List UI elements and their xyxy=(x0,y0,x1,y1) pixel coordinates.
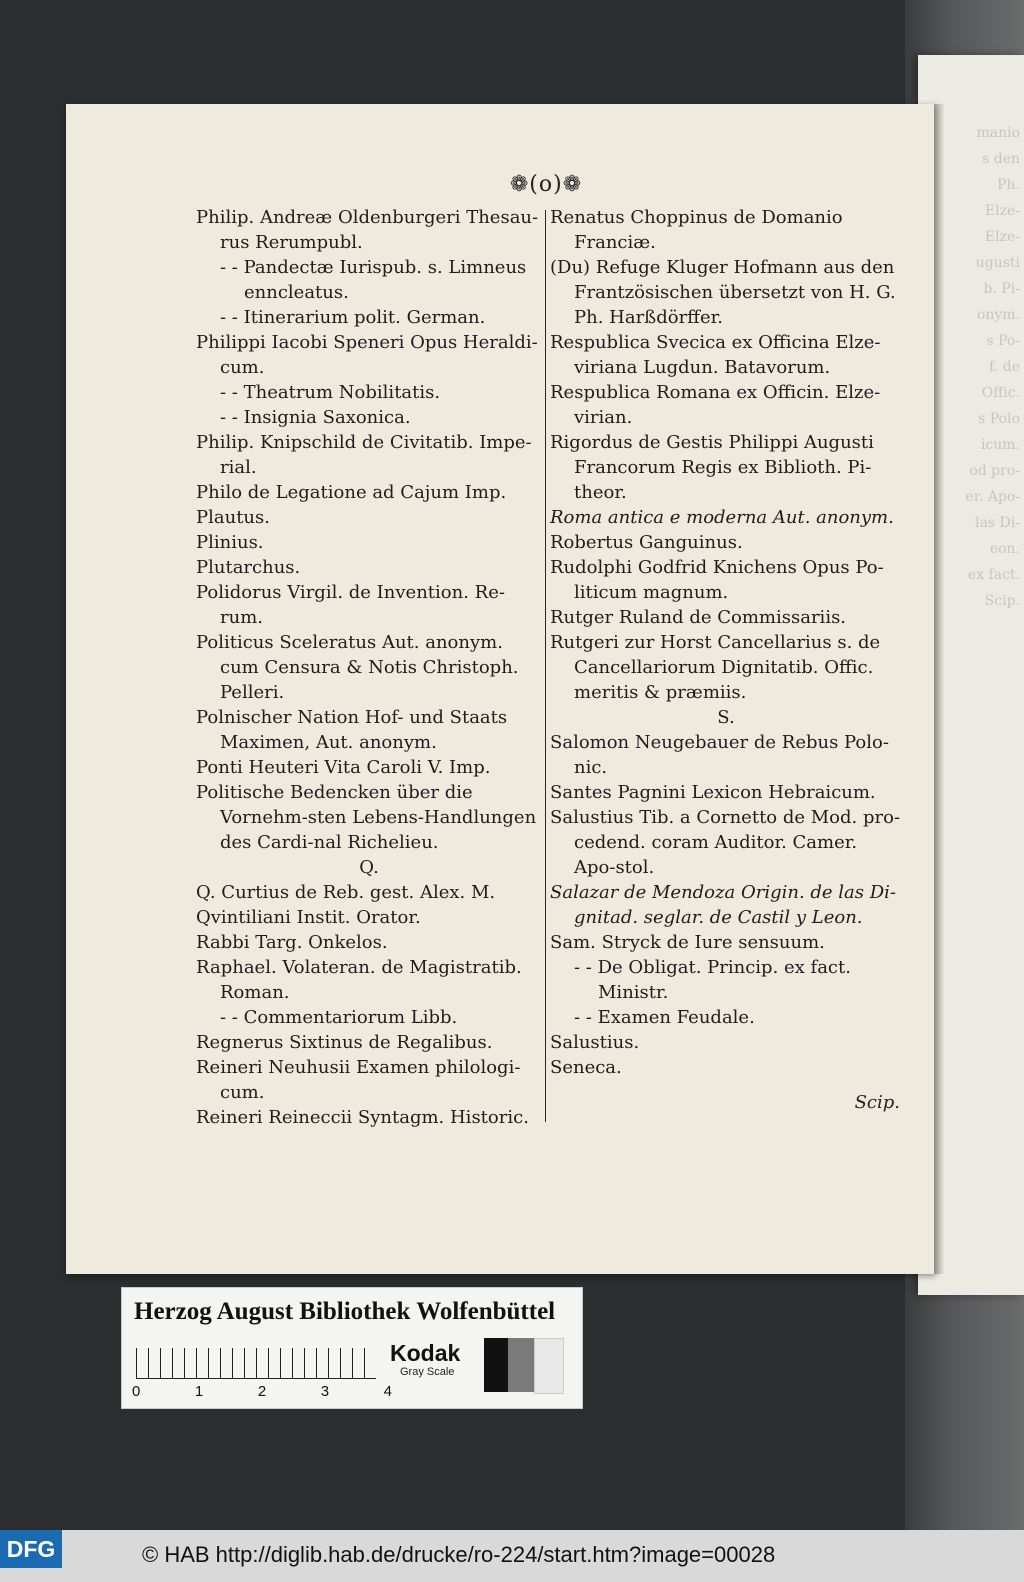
right-column xyxy=(550,205,902,1080)
ruler-number: 4 xyxy=(383,1383,392,1400)
light-swatch xyxy=(534,1338,564,1394)
catalog-entry: - - Pandectæ Iurispub. s. Limneus enncleatus. xyxy=(220,257,527,303)
left-column xyxy=(196,205,542,1130)
adjacent-page-fragment: las Di- xyxy=(975,515,1020,531)
catalog-entry: Salazar de Mendoza Origin. de las Di-gnitad. seglar. de Castil y Leon. xyxy=(550,882,897,928)
catalog-entry: - - Theatrum Nobilitatis. xyxy=(220,382,441,403)
catalog-entry: Philo de Legatione ad Cajum Imp. xyxy=(196,482,507,503)
catalog-entry: Raphael. Volateran. de Magistratib. Roman. xyxy=(196,957,522,1003)
adjacent-page-fragment: Ph. xyxy=(997,177,1020,193)
scale-ruler xyxy=(136,1348,376,1379)
catalog-entry: - - Commentariorum Libb. xyxy=(220,1007,458,1028)
catalog-entry: Respublica Romana ex Officin. Elze-virian. xyxy=(550,382,881,428)
catalog-entry: Salustius. xyxy=(550,1032,640,1053)
kodak-logo: Kodak xyxy=(390,1340,461,1366)
catalog-entry: - - Insignia Saxonica. xyxy=(220,407,411,428)
catalog-entry: Rudolphi Godfrid Knichens Opus Po-liticum magnum. xyxy=(550,557,884,603)
catalog-entry: - - De Obligat. Princip. ex fact. Ministr. xyxy=(574,957,851,1003)
catalog-entry: Q. xyxy=(359,857,379,878)
catalog-entry: Rutgeri zur Horst Cancellarius s. de Cancellariorum Dignitatib. Offic. meritis & præmiis. xyxy=(550,632,881,703)
catalog-entry: Philip. Knipschild de Civitatib. Impe-rial. xyxy=(196,432,532,478)
adjacent-page-fragment: eon. xyxy=(989,541,1020,557)
adjacent-page-fragment: s Polo xyxy=(978,411,1020,427)
adjacent-page-fragment: s den xyxy=(982,151,1020,167)
catalog-entry: Polnischer Nation Hof- und Staats Maximen, Aut. anonym. xyxy=(196,707,508,753)
catalog-entry: Seneca. xyxy=(550,1057,622,1078)
catalog-entry: S. xyxy=(717,707,735,728)
catalog-entry: Roma antica e moderna Aut. anonym. xyxy=(550,507,894,528)
adjacent-page-fragment: f. de xyxy=(989,359,1020,375)
color-calibration-card xyxy=(121,1287,583,1409)
adjacent-page-fragment: s Po- xyxy=(986,333,1020,349)
catalog-entry: Reineri Reineccii Syntagm. Historic. xyxy=(196,1107,529,1128)
catalog-entry: Regnerus Sixtinus de Regalibus. xyxy=(196,1032,493,1053)
page-header-ornament: ❁(o)❁ xyxy=(509,172,583,197)
column-divider xyxy=(545,210,546,1122)
adjacent-page-fragments xyxy=(935,120,1020,614)
catalog-entry: Q. Curtius de Reb. gest. Alex. M. xyxy=(196,882,496,903)
catalog-entry: Rabbi Targ. Onkelos. xyxy=(196,932,388,953)
adjacent-page-fragment: onym. xyxy=(976,307,1020,323)
catalog-entry: Sam. Stryck de Iure sensuum. xyxy=(550,932,825,953)
catalog-entry: Salomon Neugebauer de Rebus Polo-nic. xyxy=(550,732,889,778)
dfg-logo: DFG xyxy=(0,1530,62,1568)
adjacent-page-fragment: b. Pi- xyxy=(983,281,1020,297)
catalog-entry: Santes Pagnini Lexicon Hebraicum. xyxy=(550,782,876,803)
ruler-numbers xyxy=(132,1383,392,1400)
catalog-entry: Philippi Iacobi Speneri Opus Heraldi-cum. xyxy=(196,332,538,378)
adjacent-page-fragment: icum. xyxy=(980,437,1020,453)
catalog-entry: Robertus Ganguinus. xyxy=(550,532,743,553)
catalog-entry: Rutger Ruland de Commissariis. xyxy=(550,607,847,628)
catalog-entry: Ponti Heuteri Vita Caroli V. Imp. xyxy=(196,757,491,778)
catchword: Scip. xyxy=(854,1092,900,1113)
adjacent-page-fragment: manio xyxy=(976,125,1020,141)
catalog-entry: Renatus Choppinus de Domanio Franciæ. xyxy=(550,207,843,253)
footer-credit-link[interactable]: © HAB http://diglib.hab.de/drucke/ro-224/start.htm?image=00028 xyxy=(142,1542,776,1567)
catalog-entry: - - Itinerarium polit. German. xyxy=(220,307,486,328)
catalog-entry: Politicus Sceleratus Aut. anonym. cum Censura & Notis Christoph. Pelleri. xyxy=(196,632,519,703)
adjacent-page-fragment: Scip. xyxy=(984,593,1020,609)
adjacent-page-fragment: ex fact. xyxy=(967,567,1020,583)
catalog-entry: Plutarchus. xyxy=(196,557,301,578)
catalog-entry: Plinius. xyxy=(196,532,264,553)
catalog-entry: Salustius Tib. a Cornetto de Mod. pro-cedend. coram Auditor. Camer. Apo-stol. xyxy=(550,807,901,878)
catalog-entry: Plautus. xyxy=(196,507,270,528)
adjacent-page-fragment: od pro- xyxy=(969,463,1020,479)
adjacent-page-fragment: Offic. xyxy=(981,385,1020,401)
adjacent-page-fragment: Elze- xyxy=(984,203,1020,219)
catalog-entry: Politische Bedencken über die Vornehm-sten Lebens-Handlungen des Cardi-nal Richelieu. xyxy=(196,782,537,853)
catalog-entry: Qvintiliani Instit. Orator. xyxy=(196,907,421,928)
ruler-number: 3 xyxy=(320,1383,330,1400)
catalog-entry: Respublica Svecica ex Officina Elze-viriana Lugdun. Batavorum. xyxy=(550,332,881,378)
ruler-number: 1 xyxy=(194,1383,204,1400)
page-edge-shadow xyxy=(934,104,944,1274)
ruler-number: 2 xyxy=(257,1383,267,1400)
catalog-entry: - - Examen Feudale. xyxy=(574,1007,755,1028)
library-name: Herzog August Bibliothek Wolfenbüttel xyxy=(134,1298,556,1325)
gray-scale-label: Gray Scale xyxy=(400,1366,455,1378)
catalog-entry: Philip. Andreæ Oldenburgeri Thesau-rus Rerumpubl. xyxy=(196,207,539,253)
catalog-entry: (Du) Refuge Kluger Hofmann aus den Frantzösischen übersetzt von H. G. Ph. Harßdörffer. xyxy=(550,257,896,328)
footer-bar xyxy=(0,1530,1024,1582)
catalog-entry: Polidorus Virgil. de Invention. Re-rum. xyxy=(196,582,505,628)
adjacent-page-fragment: Elze- xyxy=(984,229,1020,245)
ruler-number: 0 xyxy=(132,1383,141,1400)
catalog-entry: Rigordus de Gestis Philippi Augusti Francorum Regis ex Biblioth. Pi-theor. xyxy=(550,432,874,503)
adjacent-page-fragment: ugusti xyxy=(975,255,1020,271)
black-swatch xyxy=(484,1338,508,1392)
gray-swatch xyxy=(508,1338,534,1392)
adjacent-page-fragment: er. Apo- xyxy=(965,489,1020,505)
catalog-entry: Reineri Neuhusii Examen philologi-cum. xyxy=(196,1057,521,1103)
